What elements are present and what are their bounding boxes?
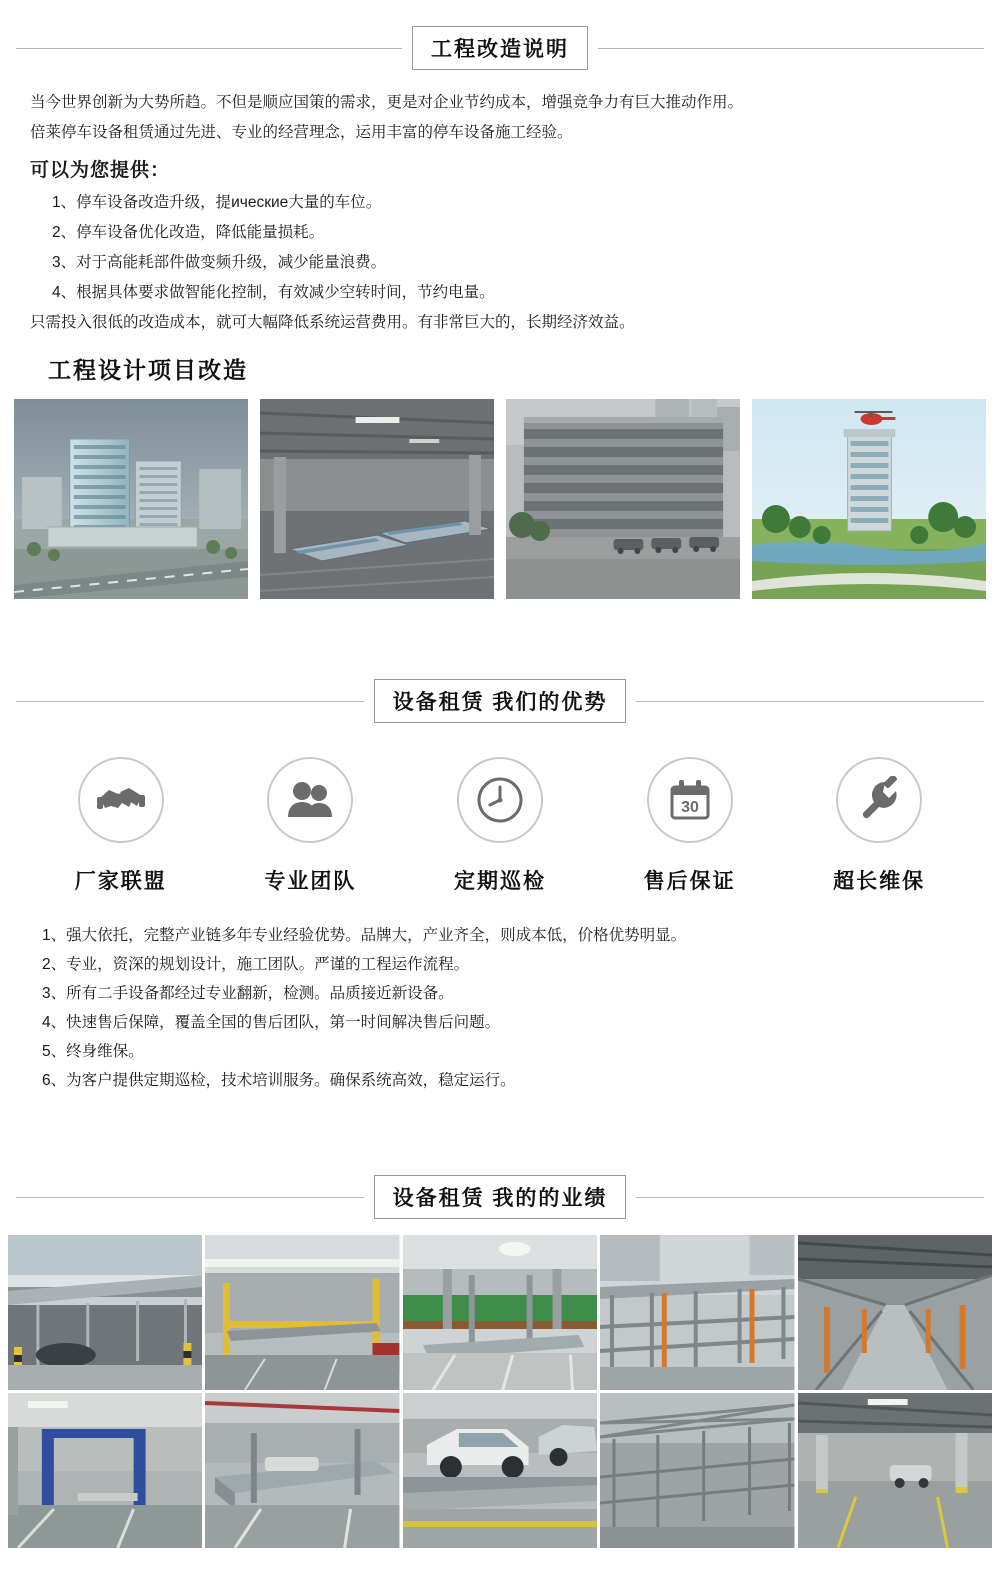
advantage-list-item-4: 4、快速售后保障，覆盖全国的售后团队，第一时间解决售后问题。 — [42, 1014, 501, 1031]
renovation-image-render-tower — [752, 399, 986, 599]
works-gallery-row-1 — [8, 1235, 992, 1390]
renovation-image-strip — [0, 385, 1000, 599]
section-title-renovation: 工程改造说明 — [412, 26, 588, 70]
advantage-label: 定期巡检 — [453, 870, 546, 893]
advantage-label: 超长维保 — [833, 870, 926, 893]
advantage-label: 专业团队 — [264, 870, 357, 893]
renovation-offer-item-1: 1、停车设备改造升级，提ические大量的车位。 — [52, 194, 382, 211]
header-rule-left — [16, 48, 402, 49]
renovation-image-render-city — [14, 399, 248, 599]
works-gallery — [0, 1219, 1000, 1548]
document-page — [0, 26, 1000, 1577]
works-image-8 — [403, 1393, 597, 1548]
advantage-list-item-3: 3、所有二手设备都经过专业翻新，检测。品质接近新设备。 — [42, 985, 454, 1002]
team-icon — [267, 757, 353, 843]
works-image-9 — [600, 1393, 794, 1548]
advantage-list-item-6: 6、为客户提供定期巡检，技术培训服务。确保系统高效，稳定运行。 — [42, 1072, 516, 1089]
advantages-list — [0, 895, 1000, 1095]
works-rule-left — [16, 1197, 364, 1198]
section-header-renovation — [0, 26, 1000, 70]
works-image-1 — [8, 1235, 202, 1390]
renovation-image-photo-building — [506, 399, 740, 599]
renovation-image-photo-garage — [260, 399, 494, 599]
renovation-paragraph-1: 当今世界创新为大势所趋。不但是顺应国策的需求，更是对企业节约成本，增强竞争力有巨大推动作用。 — [30, 94, 744, 111]
renovation-closing: 只需投入很低的改造成本，就可大幅降低系统运营费用。有非常巨大的，长期经济效益。 — [30, 314, 635, 331]
works-rule-right — [636, 1197, 984, 1198]
works-image-7 — [205, 1393, 399, 1548]
renovation-offer-item-3: 3、对于高能耗部件做变频升级，减少能量浪费。 — [52, 254, 387, 271]
section-title-advantages: 设备租赁 我们的优势 — [374, 679, 627, 723]
advantage-list-item-2: 2、专业，资深的规划设计，施工团队。严谨的工程运作流程。 — [42, 956, 470, 973]
works-image-4 — [600, 1235, 794, 1390]
adv-rule-right — [636, 701, 984, 702]
renovation-subtitle: 工程设计项目改造 — [48, 357, 248, 383]
advantage-item-team — [235, 757, 385, 895]
works-image-3 — [403, 1235, 597, 1390]
advantage-item-maintenance — [804, 757, 954, 895]
handshake-icon — [78, 757, 164, 843]
clock-icon — [457, 757, 543, 843]
works-image-2 — [205, 1235, 399, 1390]
section-title-works: 设备租赁 我的的业绩 — [374, 1175, 627, 1219]
calendar-30-icon — [647, 757, 733, 843]
works-image-10 — [798, 1393, 992, 1548]
svg-text:30: 30 — [680, 799, 699, 816]
works-image-5 — [798, 1235, 992, 1390]
renovation-offer-heading: 可以为您提供： — [30, 160, 171, 181]
section-header-works — [0, 1175, 1000, 1219]
renovation-paragraph-2: 倍莱停车设备租赁通过先进、专业的经营理念，运用丰富的停车设备施工经验。 — [30, 124, 573, 141]
adv-rule-left — [16, 701, 364, 702]
renovation-offer-item-4: 4、根据具体要求做智能化控制，有效减少空转时间，节约电量。 — [52, 284, 495, 301]
advantage-list-item-1: 1、强大依托，完整产业链多年专业经验优势。品牌大，产业齐全，则成本低，价格优势明显。 — [42, 927, 687, 944]
advantage-item-after-sales — [615, 757, 765, 895]
advantage-list-item-5: 5、终身维保。 — [42, 1043, 144, 1060]
wrench-icon — [836, 757, 922, 843]
section-header-advantages — [0, 679, 1000, 723]
works-gallery-row-2 — [8, 1393, 992, 1548]
renovation-offer-item-2: 2、停车设备优化改造，降低能量损耗。 — [52, 224, 325, 241]
header-rule-right — [598, 48, 984, 49]
advantages-row — [0, 723, 1000, 895]
advantage-item-inspection — [425, 757, 575, 895]
advantage-label: 售后保证 — [643, 870, 736, 893]
renovation-copy — [0, 70, 1000, 338]
advantage-item-factory-alliance — [46, 757, 196, 895]
works-image-6 — [8, 1393, 202, 1548]
advantage-label: 厂家联盟 — [74, 870, 167, 893]
